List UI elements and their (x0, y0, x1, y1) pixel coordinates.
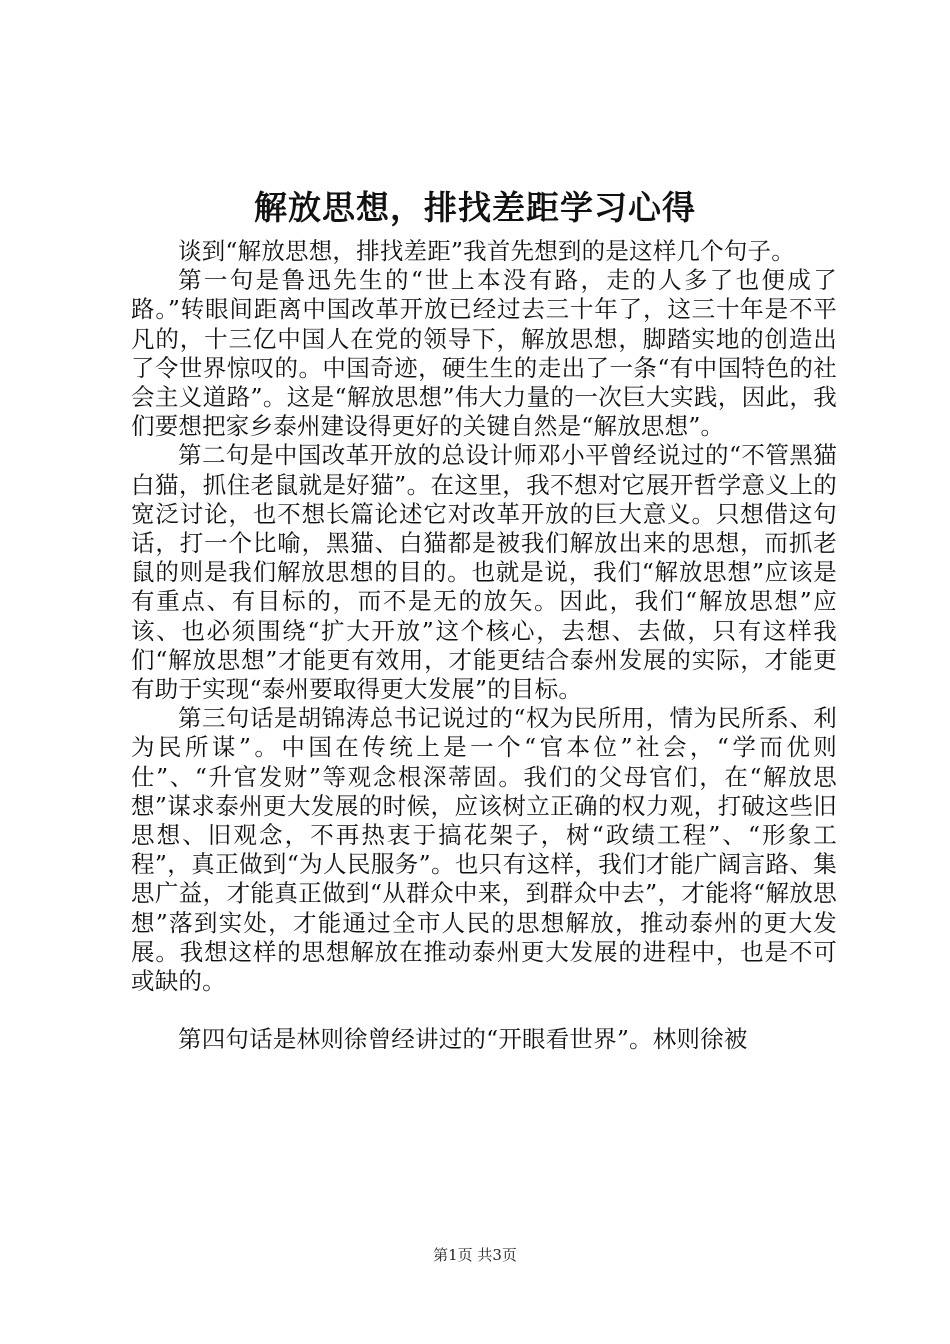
document-body (131, 237, 837, 1054)
page-number-footer: 第1页 共3页 (433, 1246, 517, 1264)
paragraph-2: 第一句是鲁迅先生的“世上本没有路，走的人多了也便成了路。”转眼间距离中国改革开放已经过去三十年了，这三十年是不平凡的，十三亿中国人在党的领导下，解放思想，脚踏实地的创造出了令世界惊叹的。中国奇迹，硬生生的走出了一条“有中国特色的社会主义道路”。这是“解放思想”伟大力量的一次巨大实践，因此，我们要想把家乡泰州建设得更好的关键自然是“解放思想”。 (131, 266, 837, 441)
document-title: 解放思想，排找差距学习心得 (254, 188, 696, 227)
paragraph-4: 第三句话是胡锦涛总书记说过的“权为民所用，情为民所系、利为民所谋”。中国在传统上是一个“官本位”社会，“学而优则仕”、“升官发财”等观念根深蒂固。我们的父母官们，在“解放思想”谋求泰州更大发展的时候，应该树立正确的权力观，打破这些旧思想、旧观念，不再热衷于搞花架子，树“政绩工程”、“形象工程”，真正做到“为人民服务”。也只有这样，我们才能广阔言路、集思广益，才能真正做到“从群众中来，到群众中去”，才能将“解放思想”落到实处，才能通过全市人民的思想解放，推动泰州的更大发展。我想这样的思想解放在推动泰州更大发展的进程中，也是不可或缺的。 (131, 704, 837, 996)
paragraph-5: 第四句话是林则徐曾经讲过的“开眼看世界”。林则徐被 (178, 1025, 748, 1054)
paragraph-1: 谈到“解放思想，排找差距”我首先想到的是这样几个句子。 (178, 237, 795, 265)
paragraph-3: 第二句是中国改革开放的总设计师邓小平曾经说过的“不管黑猫白猫，抓住老鼠就是好猫”。在这里，我不想对它展开哲学意义上的宽泛讨论，也不想长篇论述它对改革开放的巨大意义。只想借这句话，打一个比喻，黑猫、白猫都是被我们解放出来的思想，而抓老鼠的则是我们解放思想的目的。也就是说，我们“解放思想”应该是有重点、有目标的，而不是无的放矢。因此，我们“解放思想”应该、也必须围绕“扩大开放”这个核心，去想、去做，只有这样我们“解放思想”才能更有效用，才能更结合泰州发展的实际，才能更有助于实现“泰州要取得更大发展”的目标。 (131, 441, 837, 704)
